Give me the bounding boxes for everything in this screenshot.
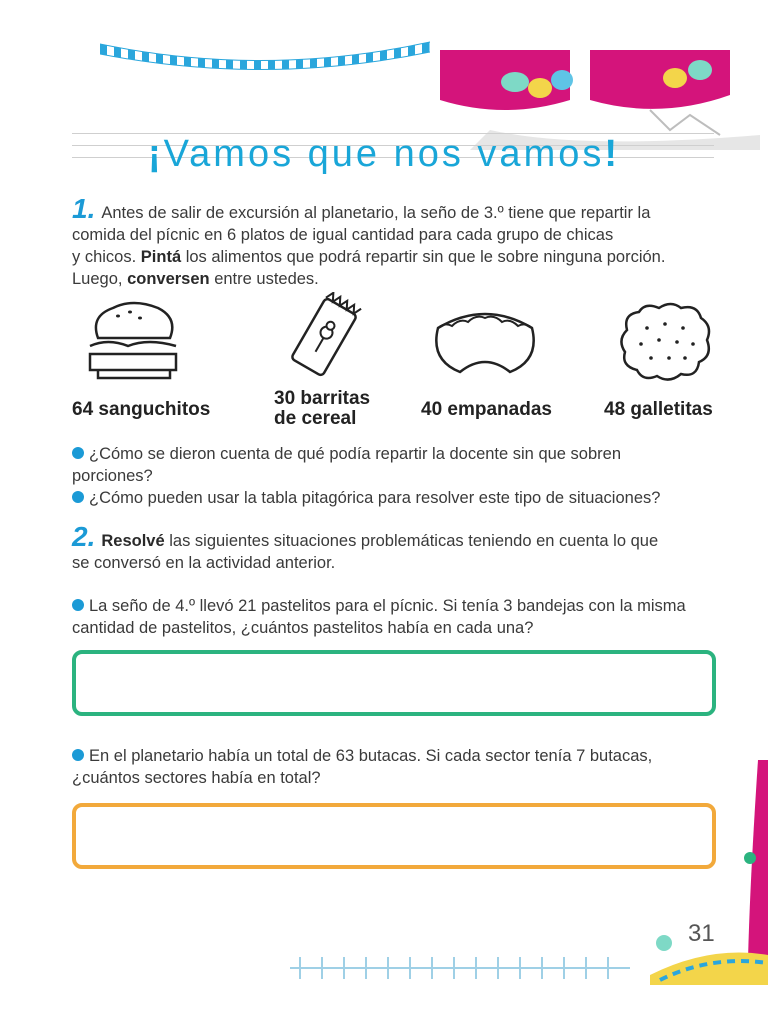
bullet-icon [72,491,84,503]
sandwich-icon[interactable] [78,296,188,386]
cereal-bar-icon[interactable] [284,292,364,382]
creature-decoration [728,760,768,960]
food-label-barritas: 30 barritas de cereal [274,388,371,429]
food-label-empanadas: 40 empanadas [421,399,552,420]
empanada-icon[interactable] [430,300,540,380]
striped-garland-decoration [100,38,430,78]
problem-2-answer-box[interactable] [72,803,716,869]
bullet-icon [72,749,84,761]
activity-1-number: 1. [72,193,96,224]
activity-2-number: 2. [72,521,96,552]
bullet-icon [72,599,84,611]
activity-2-intro: 2. Resolvé las siguientes situaciones problemáticas teniendo en cuenta lo que se conversó en la actividad anterior. [72,521,659,572]
activity-1-question-1: ¿Cómo se dieron cuenta de qué podía repartir la docente sin que sobren porciones? [72,445,622,485]
food-label-sanguchitos: 64 sanguchitos [72,399,211,420]
cookie-icon[interactable] [615,300,715,384]
bullet-icon [72,447,84,459]
activity-1-question-2: ¿Cómo pueden usar la tabla pitagórica para resolver este tipo de situaciones? [72,487,722,509]
problem-1-answer-box[interactable] [72,650,716,716]
food-label-galletitas: 48 galletitas [604,399,713,420]
page-title: ¡Vamos que nos vamos! [147,133,621,175]
ruler-decoration [290,955,640,981]
activity-1-intro: 1. Antes de salir de excursión al planetario, la seño de 3.º tiene que repartir la comida del pícnic en 6 platos de igual cantidad para cada grupo de chicas y chicos. Pintá los alimentos que podrá repartir sin que le sobre ninguna porción. Luego, conversen entre ustedes. [72,193,666,288]
problem-1-text: La seño de 4.º llevó 21 pastelitos para el pícnic. Si tenía 3 bandejas con la misma cantidad de pastelitos, ¿cuántos pastelitos había en cada una? [72,597,686,637]
page-number: 31 [688,920,715,947]
problem-2-text: En el planetario había un total de 63 butacas. Si cada sector tenía 7 butacas, ¿cuántos sectores había en total? [72,747,653,787]
